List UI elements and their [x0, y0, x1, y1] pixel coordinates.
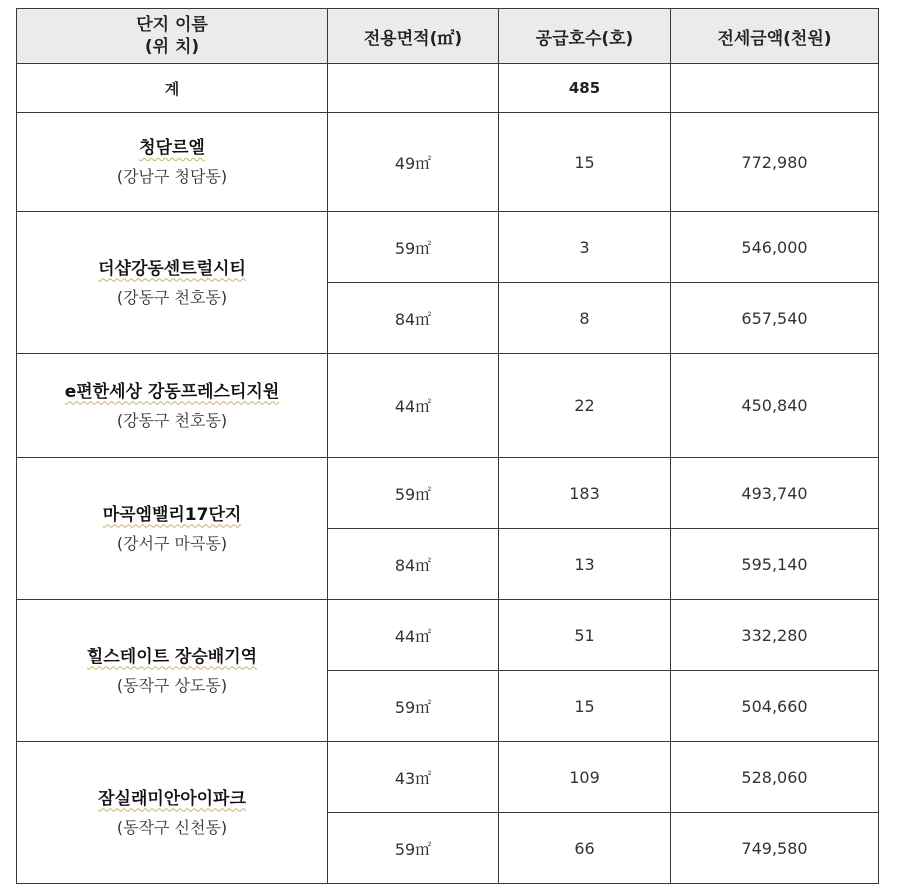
complex-name: 청담르엘: [139, 138, 205, 158]
table-row: [17, 113, 879, 212]
area-cell: 84㎡: [328, 283, 499, 354]
rental-table: [16, 8, 879, 884]
area-cell: 59㎡: [328, 671, 499, 742]
complex-location: (동작구 신천동): [116, 817, 228, 837]
price-cell: 595,140: [671, 529, 879, 600]
header-units: 공급호수(호): [499, 9, 671, 64]
table-row: [17, 212, 879, 283]
units-cell: 183: [499, 458, 671, 529]
area-cell: 49㎡: [328, 113, 499, 212]
total-area: [328, 64, 499, 113]
rental-table-container: [16, 8, 878, 884]
total-label: 계: [17, 64, 328, 113]
units-cell: 15: [499, 113, 671, 212]
price-cell: 546,000: [671, 212, 879, 283]
area-cell: 84㎡: [328, 529, 499, 600]
units-cell: 109: [499, 742, 671, 813]
table-row: [17, 458, 879, 529]
header-area: 전용면적(㎡): [328, 9, 499, 64]
area-cell: 59㎡: [328, 458, 499, 529]
price-cell: 749,580: [671, 813, 879, 884]
header-row: [17, 9, 879, 64]
table-row: [17, 742, 879, 813]
area-cell: 44㎡: [328, 600, 499, 671]
table-row: [17, 600, 879, 671]
complex-name: 잠실래미안아이파크: [98, 788, 246, 809]
complex-cell: [17, 742, 328, 884]
total-row: [17, 64, 879, 113]
units-cell: 66: [499, 813, 671, 884]
header-price: 전세금액(천원): [671, 9, 879, 64]
total-price: [671, 64, 879, 113]
area-cell: 59㎡: [328, 212, 499, 283]
units-cell: 3: [499, 212, 671, 283]
units-cell: 15: [499, 671, 671, 742]
complex-name: 힐스테이트 장승배기역: [86, 646, 258, 667]
complex-cell: [17, 458, 328, 600]
units-cell: 22: [499, 354, 671, 458]
units-cell: 51: [499, 600, 671, 671]
complex-location: (강동구 천호동): [116, 287, 228, 307]
header-name-line1: 단지 이름: [136, 15, 208, 35]
table-row: [17, 354, 879, 458]
complex-location: (강서구 마곡동): [116, 533, 228, 553]
units-cell: 13: [499, 529, 671, 600]
header-name-line2: (위 치): [144, 37, 200, 57]
price-cell: 657,540: [671, 283, 879, 354]
area-cell: 44㎡: [328, 354, 499, 458]
complex-cell: [17, 600, 328, 742]
area-cell: 59㎡: [328, 813, 499, 884]
complex-name: 더샵강동센트럴시티: [98, 258, 246, 279]
complex-cell: [17, 212, 328, 354]
complex-location: (강동구 천호동): [116, 410, 228, 430]
header-complex-name: [17, 9, 328, 64]
total-units: 485: [499, 64, 671, 113]
area-cell: 43㎡: [328, 742, 499, 813]
price-cell: 772,980: [671, 113, 879, 212]
price-cell: 493,740: [671, 458, 879, 529]
complex-name: 마곡엠밸리17단지: [102, 504, 242, 525]
complex-location: (강남구 청담동): [116, 167, 228, 186]
price-cell: 504,660: [671, 671, 879, 742]
price-cell: 450,840: [671, 354, 879, 458]
complex-location: (동작구 상도동): [116, 675, 228, 695]
complex-cell: [17, 354, 328, 458]
complex-name: e편한세상 강동프레스티지원: [64, 381, 280, 402]
price-cell: 528,060: [671, 742, 879, 813]
price-cell: 332,280: [671, 600, 879, 671]
units-cell: 8: [499, 283, 671, 354]
complex-cell: [17, 113, 328, 212]
